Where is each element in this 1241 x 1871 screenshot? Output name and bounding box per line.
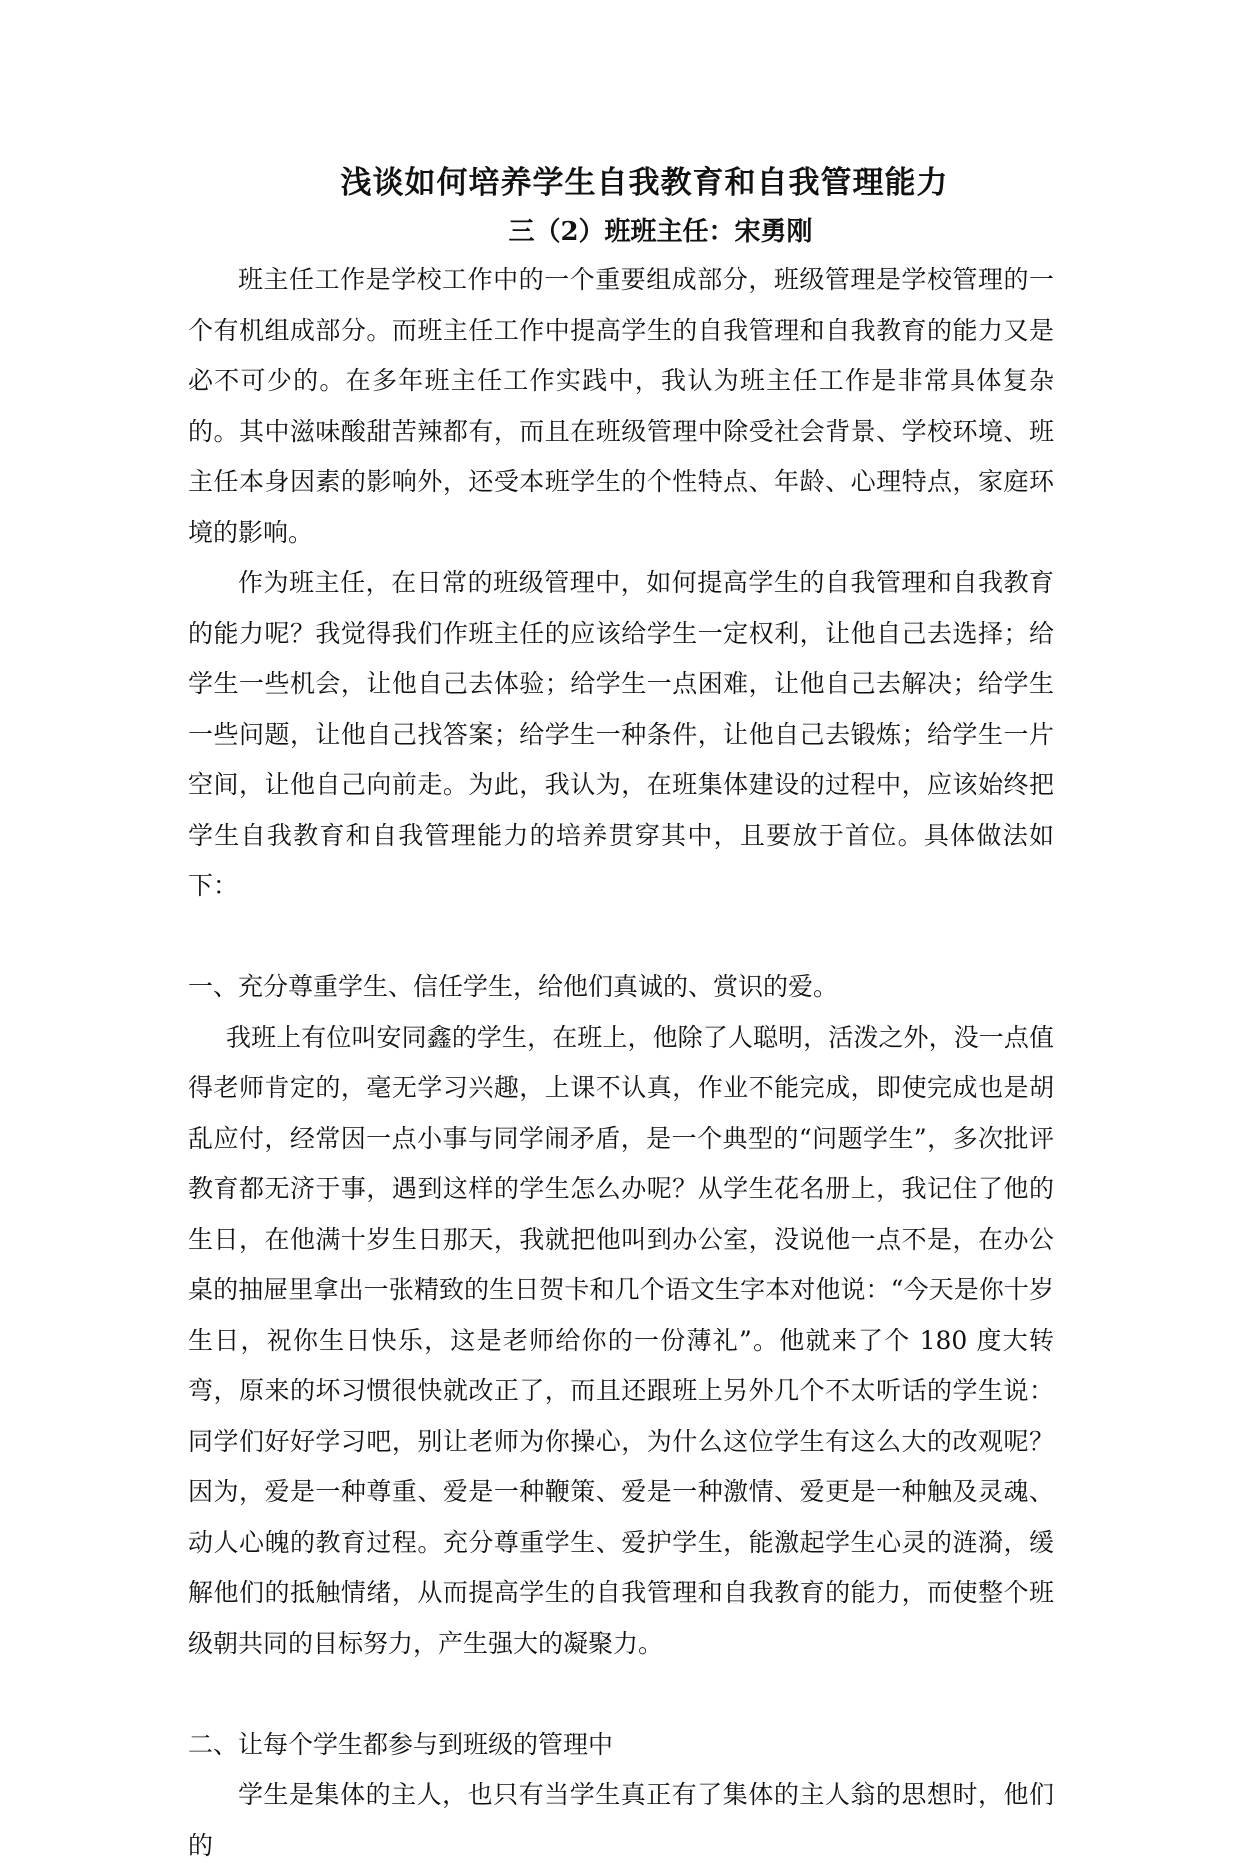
document-body bbox=[188, 255, 1054, 1871]
document-title: 浅谈如何培养学生自我教育和自我管理能力 bbox=[340, 165, 949, 201]
paragraph-story: 我班上有位叫安同鑫的学生，在班上，他除了人聪明，活泼之外，没一点值得老师肯定的，毫无学习兴趣，上课不认真，作业不能完成，即使完成也是胡乱应付，经常因一点小事与同学闹矛盾，是一个典型的“问题学生”，多次批评教育都无济于事，遇到这样的学生怎么办呢？从学生花名册上，我记住了他的生日，在他满十岁生日那天，我就把他叫到办公室，没说他一点不是，在办公桌的抽屉里拿出一张精致的生日贺卡和几个语文生字本对他说：“今天是你十岁生日，祝你生日快乐，这是老师给你的一份薄礼”。他就来了个 180 度大转弯，原来的坏习惯很快就改正了，而且还跟班上另外几个不太听话的学生说：同学们好好学习吧，别让老师为你操心，为什么这位学生有这么大的改观呢？因为，爱是一种尊重、爱是一种鞭策、爱是一种激情、爱更是一种触及灵魂、动人心魄的教育过程。充分尊重学生、爱护学生，能激起学生心灵的涟漪，缓解他们的抵触情绪，从而提高学生的自我管理和自我教育的能力，而使整个班级朝共同的目标努力，产生强大的凝聚力。 bbox=[188, 1022, 1054, 1658]
paragraph-participation: 学生是集体的主人，也只有当学生真正有了集体的主人翁的思想时，他们的 bbox=[188, 1780, 1054, 1860]
section-heading-1: 一、充分尊重学生、信任学生，给他们真诚的、赏识的爱。 bbox=[188, 972, 839, 1001]
paragraph-intro: 班主任工作是学校工作中的一个重要组成部分，班级管理是学校管理的一个有机组成部分。而班主任工作中提高学生的自我管理和自我教育的能力又是必不可少的。在多年班主任工作实践中，我认为班主任工作是非常具体复杂的。其中滋味酸甜苦辣都有，而且在班级管理中除受社会背景、学校环境、班主任本身因素的影响外，还受本班学生的个性特点、年龄、心理特点，家庭环境的影响。 bbox=[188, 265, 1054, 547]
section-heading-2: 二、让每个学生都参与到班级的管理中 bbox=[188, 1729, 614, 1759]
paragraph-gap bbox=[188, 1669, 1054, 1720]
author-line: 三（2）班班主任：宋勇刚 bbox=[508, 217, 813, 247]
paragraph-gap bbox=[188, 912, 1054, 963]
paragraph-approach: 作为班主任，在日常的班级管理中，如何提高学生的自我管理和自我教育的能力呢？我觉得我们作班主任的应该给学生一定权利，让他自己去选择；给学生一些机会，让他自己去体验；给学生一点困难，让他自己去解决；给学生一些问题，让他自己找答案；给学生一种条件，让他自己去锻炼；给学生一片空间，让他自己向前走。为此，我认为，在班集体建设的过程中，应该始终把学生自我教育和自我管理能力的培养贯穿其中，且要放于首位。具体做法如下： bbox=[188, 568, 1054, 900]
